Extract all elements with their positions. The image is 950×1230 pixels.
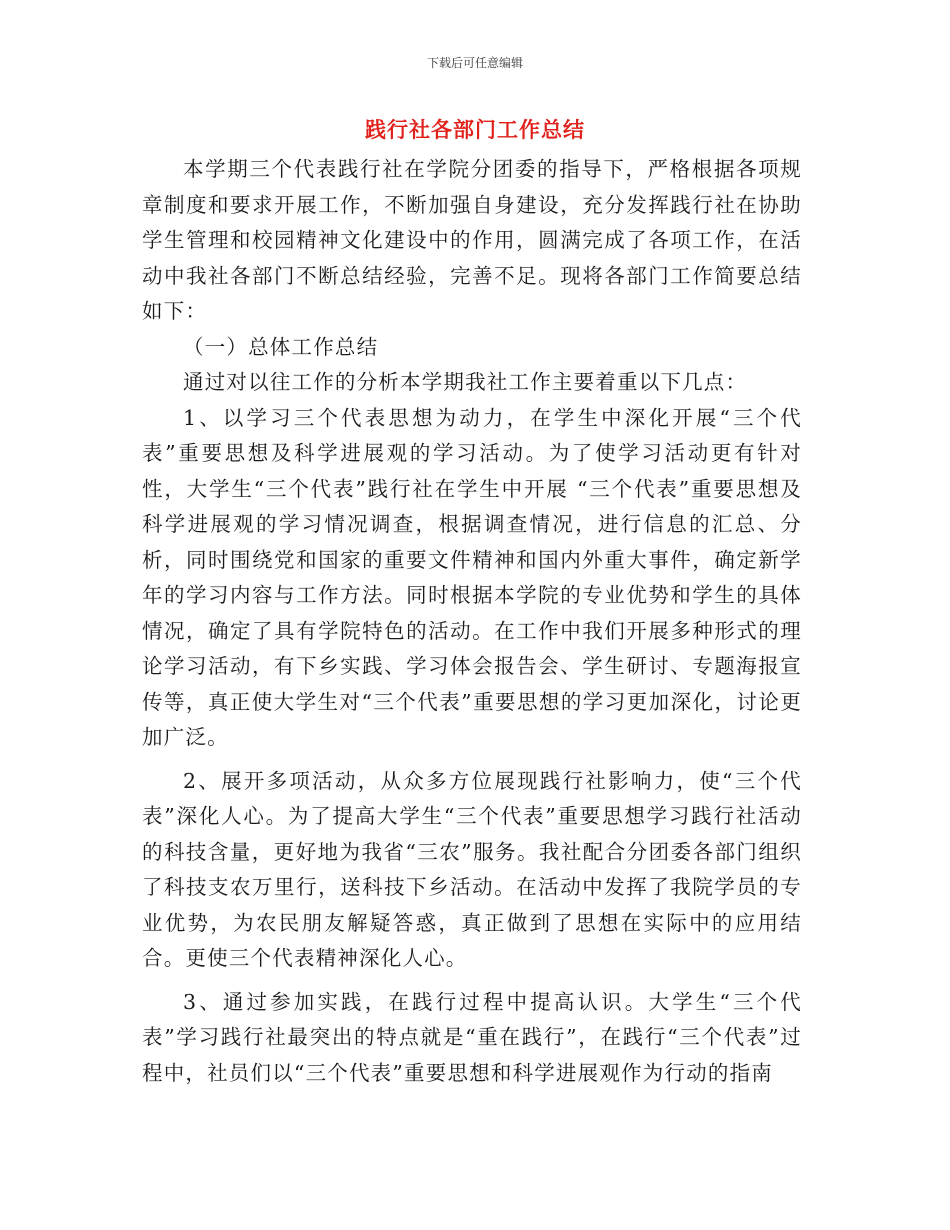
paragraph-point-3: 3、通过参加实践，在践行过程中提高认识。大学生“三个代表”学习践行社最突出的特点就是“重在践行”，在践行“三个代表”过程中，社员们以“三个代表”重要思想和科学进展观作为行动的指南 (142, 989, 802, 1085)
paragraph-point-2: 2、展开多项活动，从众多方位展现践行社影响力，使“三个代表”深化人心。为了提高大学生“三个代表”重要思想学习践行社活动的科技含量，更好地为我省“三农”服务。我社配合分团委各部门组织了科技支农万里行，送科技下乡活动。在活动中发挥了我院学员的专业优势，为农民朋友解疑答惑，真正做到了思想在实际中的应用结合。更使三个代表精神深化人心。 (142, 768, 802, 970)
paragraph-point-1: 1、以学习三个代表思想为动力，在学生中深化开展“三个代表”重要思想及科学进展观的学习活动。为了使学习活动更有针对性，大学生“三个代表”践行社在学生中开展 “三个代表”重要思想及科学进展观的学习情况调查，根据调查情况，进行信息的汇总、分析，同时围绕党和国家的重要文件精神和国内外重大事件，确定新学年的学习内容与工作方法。同时根据本学院的专业优势和学生的具体情况，确定了具有学院特色的活动。在工作中我们开展多种形式的理论学习活动，有下乡实践、学习体会报告会、学生研讨、专题海报宣传等，真正使大学生对“三个代表”重要思想的学习更加深化，讨论更加广泛。 (142, 405, 802, 749)
document-title: 践行社各部门工作总结 (365, 117, 585, 142)
paragraph-intro: 本学期三个代表践行社在学院分团委的指导下，严格根据各项规章制度和要求开展工作，不断加强自身建设，充分发挥践行社在协助学生管理和校园精神文化建设中的作用，圆满完成了各项工作，在活动中我社各部门不断总结经验，完善不足。现将各部门工作简要总结如下： (142, 157, 802, 323)
paragraph-overview: 通过对以往工作的分析本学期我社工作主要着重以下几点： (183, 370, 748, 394)
document-body (142, 152, 802, 1091)
section-heading: （一）总体工作总结 (183, 334, 379, 359)
header-note: 下载后可任意编辑 (426, 56, 523, 70)
